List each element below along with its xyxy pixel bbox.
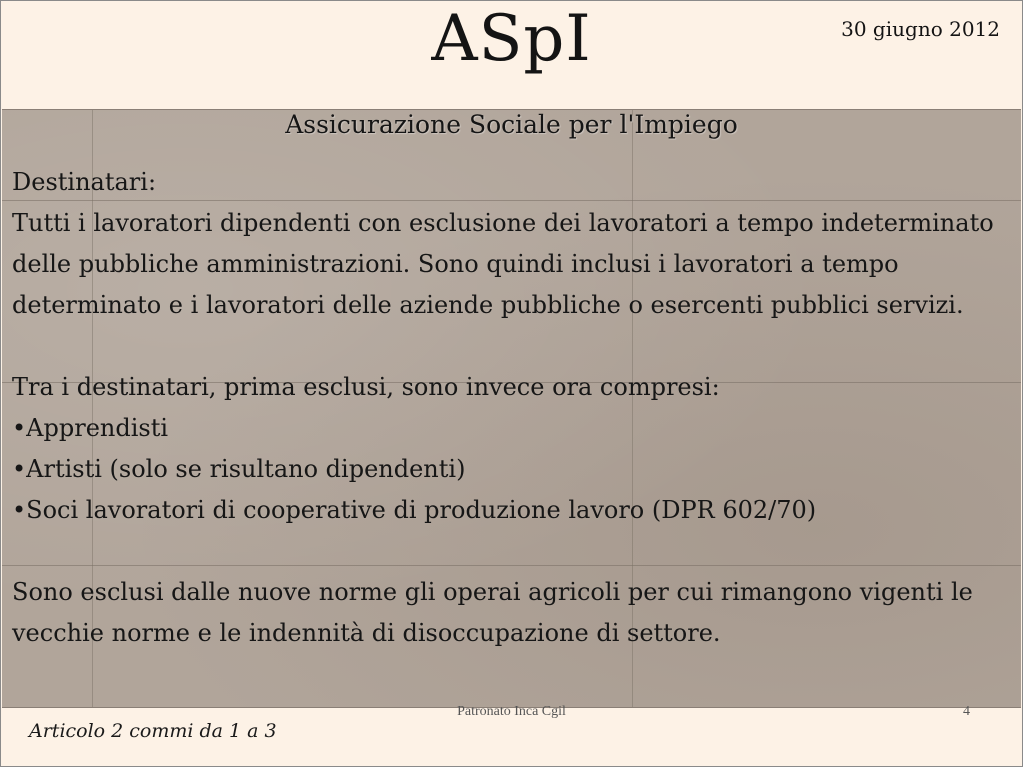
spacer (12, 326, 1007, 367)
list-item: •Soci lavoratori di cooperative di produzione lavoro (DPR 602/70) (12, 496, 817, 524)
slide-subtitle: Assicurazione Sociale per l'Impiego (285, 110, 738, 139)
page-number: 4 (963, 704, 970, 719)
bullet-list (12, 408, 1007, 531)
spacer (12, 531, 1007, 572)
footer-article-reference: Articolo 2 commi da 1 a 3 (29, 720, 277, 742)
list-item: •Artisti (solo se risultano dipendenti) (12, 455, 466, 483)
body-paragraph: Sono esclusi dalle nuove norme gli operai agricoli per cui rimangono vigenti le vecchie norme e le indennità di disoccupazione di settore. (12, 578, 973, 647)
body-paragraph: Tra i destinatari, prima esclusi, sono invece ora compresi: (12, 373, 720, 401)
body-paragraph: Tutti i lavoratori dipendenti con esclusione dei lavoratori a tempo indeterminato delle pubbliche amministrazioni. Sono quindi inclusi i lavoratori a tempo determinato e i lavoratori delle aziende pubbliche o esercenti pubblici servizi. (12, 209, 994, 319)
list-item: •Apprendisti (12, 414, 169, 442)
slide-date: 30 giugno 2012 (841, 17, 1000, 41)
slide-body (12, 162, 1007, 654)
section-heading: Destinatari: (12, 168, 157, 196)
slide-title: ASpI (431, 2, 592, 76)
content-panel (2, 109, 1021, 708)
footer-organization: Patronato Inca Cgil (457, 704, 566, 719)
